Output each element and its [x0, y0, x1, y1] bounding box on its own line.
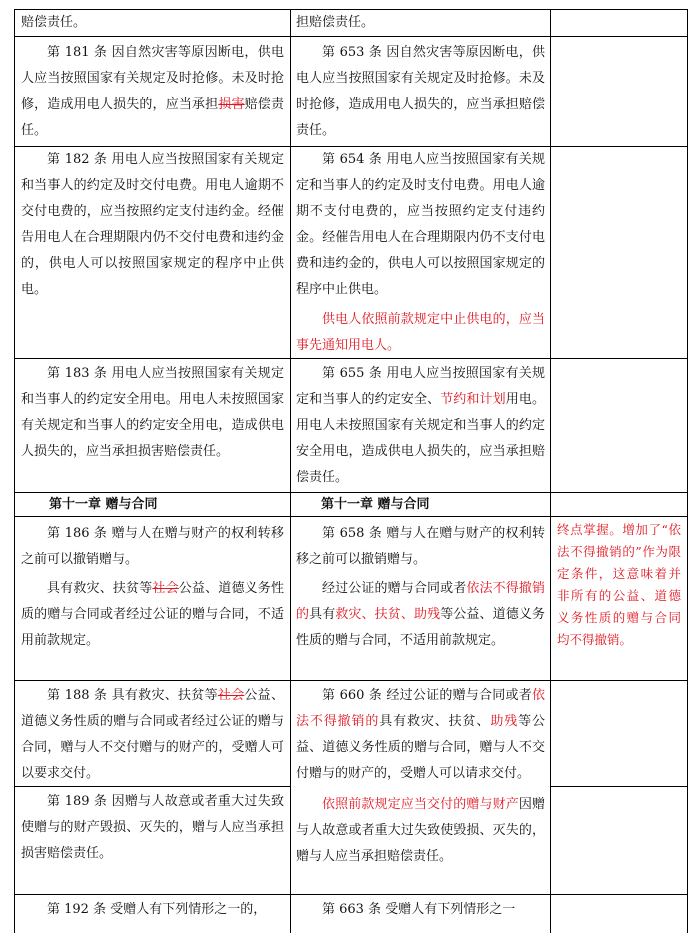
text-run: 第 181 条 因自然灾害等原因断电，供电人应当按照国家有关规定及时抢修。未及时抢修，造成用电人损失的，应当承担	[21, 45, 284, 112]
new-law-cell	[290, 359, 550, 493]
annotation-note: 终点掌握。增加了“依法不得撤销的”作为限定条件，这意味着并非所有的公益、道德义务性质的赠与合同均不得撤销。	[557, 522, 681, 647]
new-law-cell	[290, 681, 550, 895]
note-cell	[550, 517, 688, 681]
deleted-text: 损害	[218, 97, 245, 112]
text-run: 第 655 条 用电人应当按照国家有关规定和当事人的约定安全、	[296, 366, 545, 407]
note-cell	[550, 681, 688, 787]
old-law-cell	[14, 147, 290, 359]
old-law-cell	[14, 37, 290, 147]
new-law-cell	[290, 37, 550, 147]
text-run: 具有	[309, 607, 336, 622]
law-article-text	[15, 576, 290, 654]
deleted-text: 社会	[152, 581, 179, 596]
law-article-text	[291, 361, 550, 491]
added-text: 救灾、扶贫、助残	[335, 607, 441, 622]
old-law-cell	[14, 681, 290, 787]
note-cell	[550, 10, 688, 37]
added-text: 依法不得撤销的	[296, 581, 545, 622]
text-run: 第 653 条 因自然灾害等原因断电，供电人应当按照国家有关规定及时抢修。未及时抢修，造成用电人损失的，应当承担赔偿责任。	[296, 45, 545, 138]
added-text: 依照前款规定应当交付的赠与财产	[322, 797, 519, 812]
law-article-text	[291, 576, 550, 654]
table-row	[14, 516, 688, 681]
table-row	[14, 9, 688, 37]
chapter-heading-new	[290, 493, 550, 517]
law-article-text	[15, 897, 290, 923]
text-run: 第 182 条 用电人应当按照国家有关规定和当事人的约定及时交付电费。用电人逾期不交付电费的，应当按照约定支付违约金。经催告用电人在合理期限内仍不交付电费和违约金的，供电人可以按照国家规定的程序中止供电。	[21, 152, 284, 297]
text-run: 因赠与人故意或者重大过失致使毁损、灭失的，赠与人应当承担赔偿责任。	[296, 797, 545, 864]
table-row	[14, 146, 688, 359]
text-run: 等公益、道德义务性质的赠与合同，赠与人不交付赠与的财产的，受赠人可以请求交付。	[296, 714, 545, 781]
law-article-text	[291, 683, 550, 787]
old-law-cell	[14, 895, 290, 933]
old-law-cell	[14, 517, 290, 681]
added-text: 供电人依照前款规定中止供电的，应当事先通知用电人。	[296, 312, 545, 353]
comparison-table	[14, 0, 688, 932]
added-text: 节约和计划	[440, 392, 506, 407]
chapter-title: 第十一章 赠与合同	[321, 497, 430, 512]
text-run: 第 188 条 具有救灾、扶贫等	[47, 688, 218, 703]
law-article-text	[291, 792, 550, 870]
new-law-cell	[290, 895, 550, 933]
old-law-cell	[14, 787, 290, 895]
text-run: 第 186 条 赠与人在赠与财产的权利转移之前可以撤销赠与。	[21, 526, 284, 567]
table-row	[14, 36, 688, 147]
text-run: 第 654 条 用电人应当按照国家有关规定和当事人的约定及时支付电费。用电人逾期不支付电费的，应当按照约定支付违约金。经催告用电人在合理期限内仍不支付电费和违约金的，供电人可以按照国家规定的程序中止供电。	[296, 152, 545, 297]
note-cell	[550, 359, 688, 493]
note-cell	[550, 37, 688, 147]
new-law-cell	[290, 517, 550, 681]
law-article-text	[15, 683, 290, 787]
law-article-text	[291, 307, 550, 359]
text-run: 经过公证的赠与合同或者	[322, 581, 467, 596]
added-text: 依法不得撤销的	[296, 688, 545, 729]
table-row	[14, 894, 688, 933]
law-article-text	[15, 40, 290, 144]
table-row	[14, 786, 290, 895]
text-run: 公益、道德义务性质的赠与合同或者经过公证的赠与合同，不适用前款规定。	[21, 581, 284, 648]
text-run: 具有救灾、扶贫等	[47, 581, 153, 596]
note-cell	[550, 786, 688, 894]
chapter-heading-old	[14, 493, 290, 517]
new-law-cell	[290, 147, 550, 359]
text-run: 第 189 条 因赠与人故意或者重大过失致使赠与的财产毁损、灭失的，赠与人应当承担损害赔偿责任。	[21, 794, 284, 861]
note-cell	[550, 493, 688, 517]
law-article-text	[291, 147, 550, 303]
law-article-text	[15, 10, 290, 36]
text-run: 具有救灾、扶贫、	[379, 714, 491, 729]
note-cell	[550, 147, 688, 359]
deleted-text: 社会	[217, 688, 245, 703]
chapter-row	[14, 492, 688, 517]
new-law-cell	[290, 10, 550, 37]
text-run: 公益、道德义务性质的赠与合同或者经过公证的赠与合同，赠与人不交付赠与的财产的，受赠人可以要求交付。	[21, 688, 284, 781]
law-article-text	[15, 521, 290, 573]
table-row	[14, 358, 688, 493]
added-text: 助残	[490, 714, 519, 729]
text-run: 第 183 条 用电人应当按照国家有关规定和当事人的约定安全用电。用电人未按照国家有关规定和当事人的约定安全用电，造成供电人损失的，应当承担损害赔偿责任。	[21, 366, 284, 459]
law-article-text	[15, 361, 290, 465]
law-article-text	[291, 521, 550, 573]
old-law-cell	[14, 10, 290, 37]
old-law-cell	[14, 359, 290, 493]
note-cell	[550, 895, 688, 933]
text-run: 第 663 条 受赠人有下列情形之一	[322, 902, 516, 917]
law-article-text	[291, 897, 550, 923]
text-run: 等公益、道德义务性质的赠与合同，不适用前款规定。	[296, 607, 545, 648]
text-run: 第 660 条 经过公证的赠与合同或者	[322, 688, 532, 703]
text-run: 担赔偿责任。	[296, 15, 375, 30]
text-run: 第 658 条 赠与人在赠与财产的权利转移之前可以撤销赠与。	[296, 526, 545, 567]
text-run: 用电。用电人未按照国家有关规定和当事人的约定安全用电，造成供电人损失的，应当承担赔偿责任。	[296, 392, 545, 485]
law-article-text	[291, 40, 550, 144]
law-article-text	[15, 147, 290, 303]
text-run: 赔偿责任。	[21, 97, 284, 138]
text-run: 赔偿责任。	[21, 15, 87, 30]
chapter-title: 第十一章 赠与合同	[49, 497, 158, 512]
law-article-text	[291, 10, 550, 36]
text-run: 第 192 条 受赠人有下列情形之一的，	[47, 902, 267, 917]
law-article-text	[15, 789, 290, 867]
